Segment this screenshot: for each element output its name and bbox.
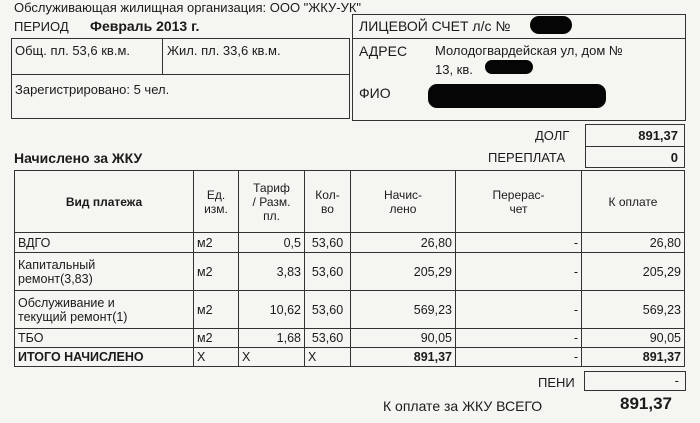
row-charged: 569,23 [351, 291, 456, 329]
total-recalc: - [456, 348, 582, 367]
row-name: ТБО [15, 329, 194, 348]
fio-label: ФИО [359, 85, 391, 101]
row-unit: м2 [194, 329, 239, 348]
row-topay: 26,80 [582, 233, 685, 253]
col-charged-header: Начис- лено [351, 171, 456, 233]
grand-total-label: К оплате за ЖКУ ВСЕГО [383, 398, 543, 414]
penalty-cell [584, 371, 686, 391]
row-unit: м2 [194, 233, 239, 253]
row-qty: 53,60 [305, 253, 351, 291]
row-qty: 53,60 [305, 233, 351, 253]
total-topay: 891,37 [582, 348, 685, 367]
address-line-1: Молодогвардейская ул, дом № [435, 43, 623, 58]
col-topay-header: К оплате [582, 171, 685, 233]
total-tariff: Х [239, 348, 305, 367]
redacted-account-number [530, 16, 572, 34]
col-recalc-header: Перерас- чет [456, 171, 582, 233]
total-unit: Х [194, 348, 239, 367]
overpay-cell [585, 146, 685, 168]
row-tariff: 0,5 [239, 233, 305, 253]
row-qty: 53,60 [305, 291, 351, 329]
account-label: ЛИЦЕВОЙ СЧЕТ л/с № [359, 18, 511, 34]
col-unit-header: Ед. изм. [194, 171, 239, 233]
row-tariff: 1,68 [239, 329, 305, 348]
total-label: ИТОГО НАЧИСЛЕНО [15, 348, 194, 367]
row-tariff: 10,62 [239, 291, 305, 329]
table-header-row [15, 171, 685, 233]
registered-cell [11, 74, 350, 119]
row-unit: м2 [194, 253, 239, 291]
col-qty-header: Кол- во [305, 171, 351, 233]
row-qty: 53,60 [305, 329, 351, 348]
row-charged: 205,29 [351, 253, 456, 291]
table-row [15, 291, 685, 329]
row-topay: 569,23 [582, 291, 685, 329]
total-row [15, 348, 685, 367]
charges-table [14, 170, 685, 367]
row-charged: 26,80 [351, 233, 456, 253]
total-area-cell [11, 38, 163, 75]
row-recalc: - [456, 253, 582, 291]
col-type-header: Вид платежа [15, 171, 194, 233]
period-value: Февраль 2013 г. [90, 18, 200, 34]
section-title: Начислено за ЖКУ [14, 150, 143, 166]
table-row [15, 329, 685, 348]
registered-count: Зарегистрировано: 5 чел. [15, 82, 170, 97]
living-area-cell [162, 38, 350, 75]
living-area: Жил. пл. 33,6 кв.м. [167, 43, 281, 58]
address-label: АДРЕС [359, 43, 408, 59]
grand-total-value: 891,37 [620, 394, 672, 413]
penalty-label: ПЕНИ [538, 375, 575, 390]
total-qty: Х [305, 348, 351, 367]
row-name: ВДГО [15, 233, 194, 253]
row-recalc: - [456, 233, 582, 253]
table-row [15, 253, 685, 291]
row-recalc: - [456, 291, 582, 329]
row-topay: 205,29 [582, 253, 685, 291]
overpay-label: ПЕРЕПЛАТА [488, 150, 566, 165]
row-tariff: 3,83 [239, 253, 305, 291]
debt-cell [585, 124, 685, 147]
debt-value: 891,37 [638, 128, 678, 143]
debt-label: ДОЛГ [535, 128, 570, 143]
row-unit: м2 [194, 291, 239, 329]
row-name: Обслуживание и текущий ремонт(1) [15, 291, 194, 329]
table-row [15, 233, 685, 253]
row-recalc: - [456, 329, 582, 348]
redacted-fio [428, 84, 606, 108]
address-line-2: 13, кв. [435, 62, 473, 77]
total-charged: 891,37 [351, 348, 456, 367]
row-name: Капитальный ремонт(3,83) [15, 253, 194, 291]
period-label: ПЕРИОД [14, 19, 69, 34]
penalty-value: - [674, 373, 679, 388]
col-tariff-header: Тариф / Разм. пл. [239, 171, 305, 233]
row-topay: 90,05 [582, 329, 685, 348]
row-charged: 90,05 [351, 329, 456, 348]
org-label: Обслуживающая жилищная организация: ООО "ЖКУ-УК" [14, 0, 362, 15]
total-area: Общ. пл. 53,6 кв.м. [15, 43, 130, 58]
overpay-value: 0 [670, 150, 678, 165]
redacted-apartment [485, 60, 533, 74]
